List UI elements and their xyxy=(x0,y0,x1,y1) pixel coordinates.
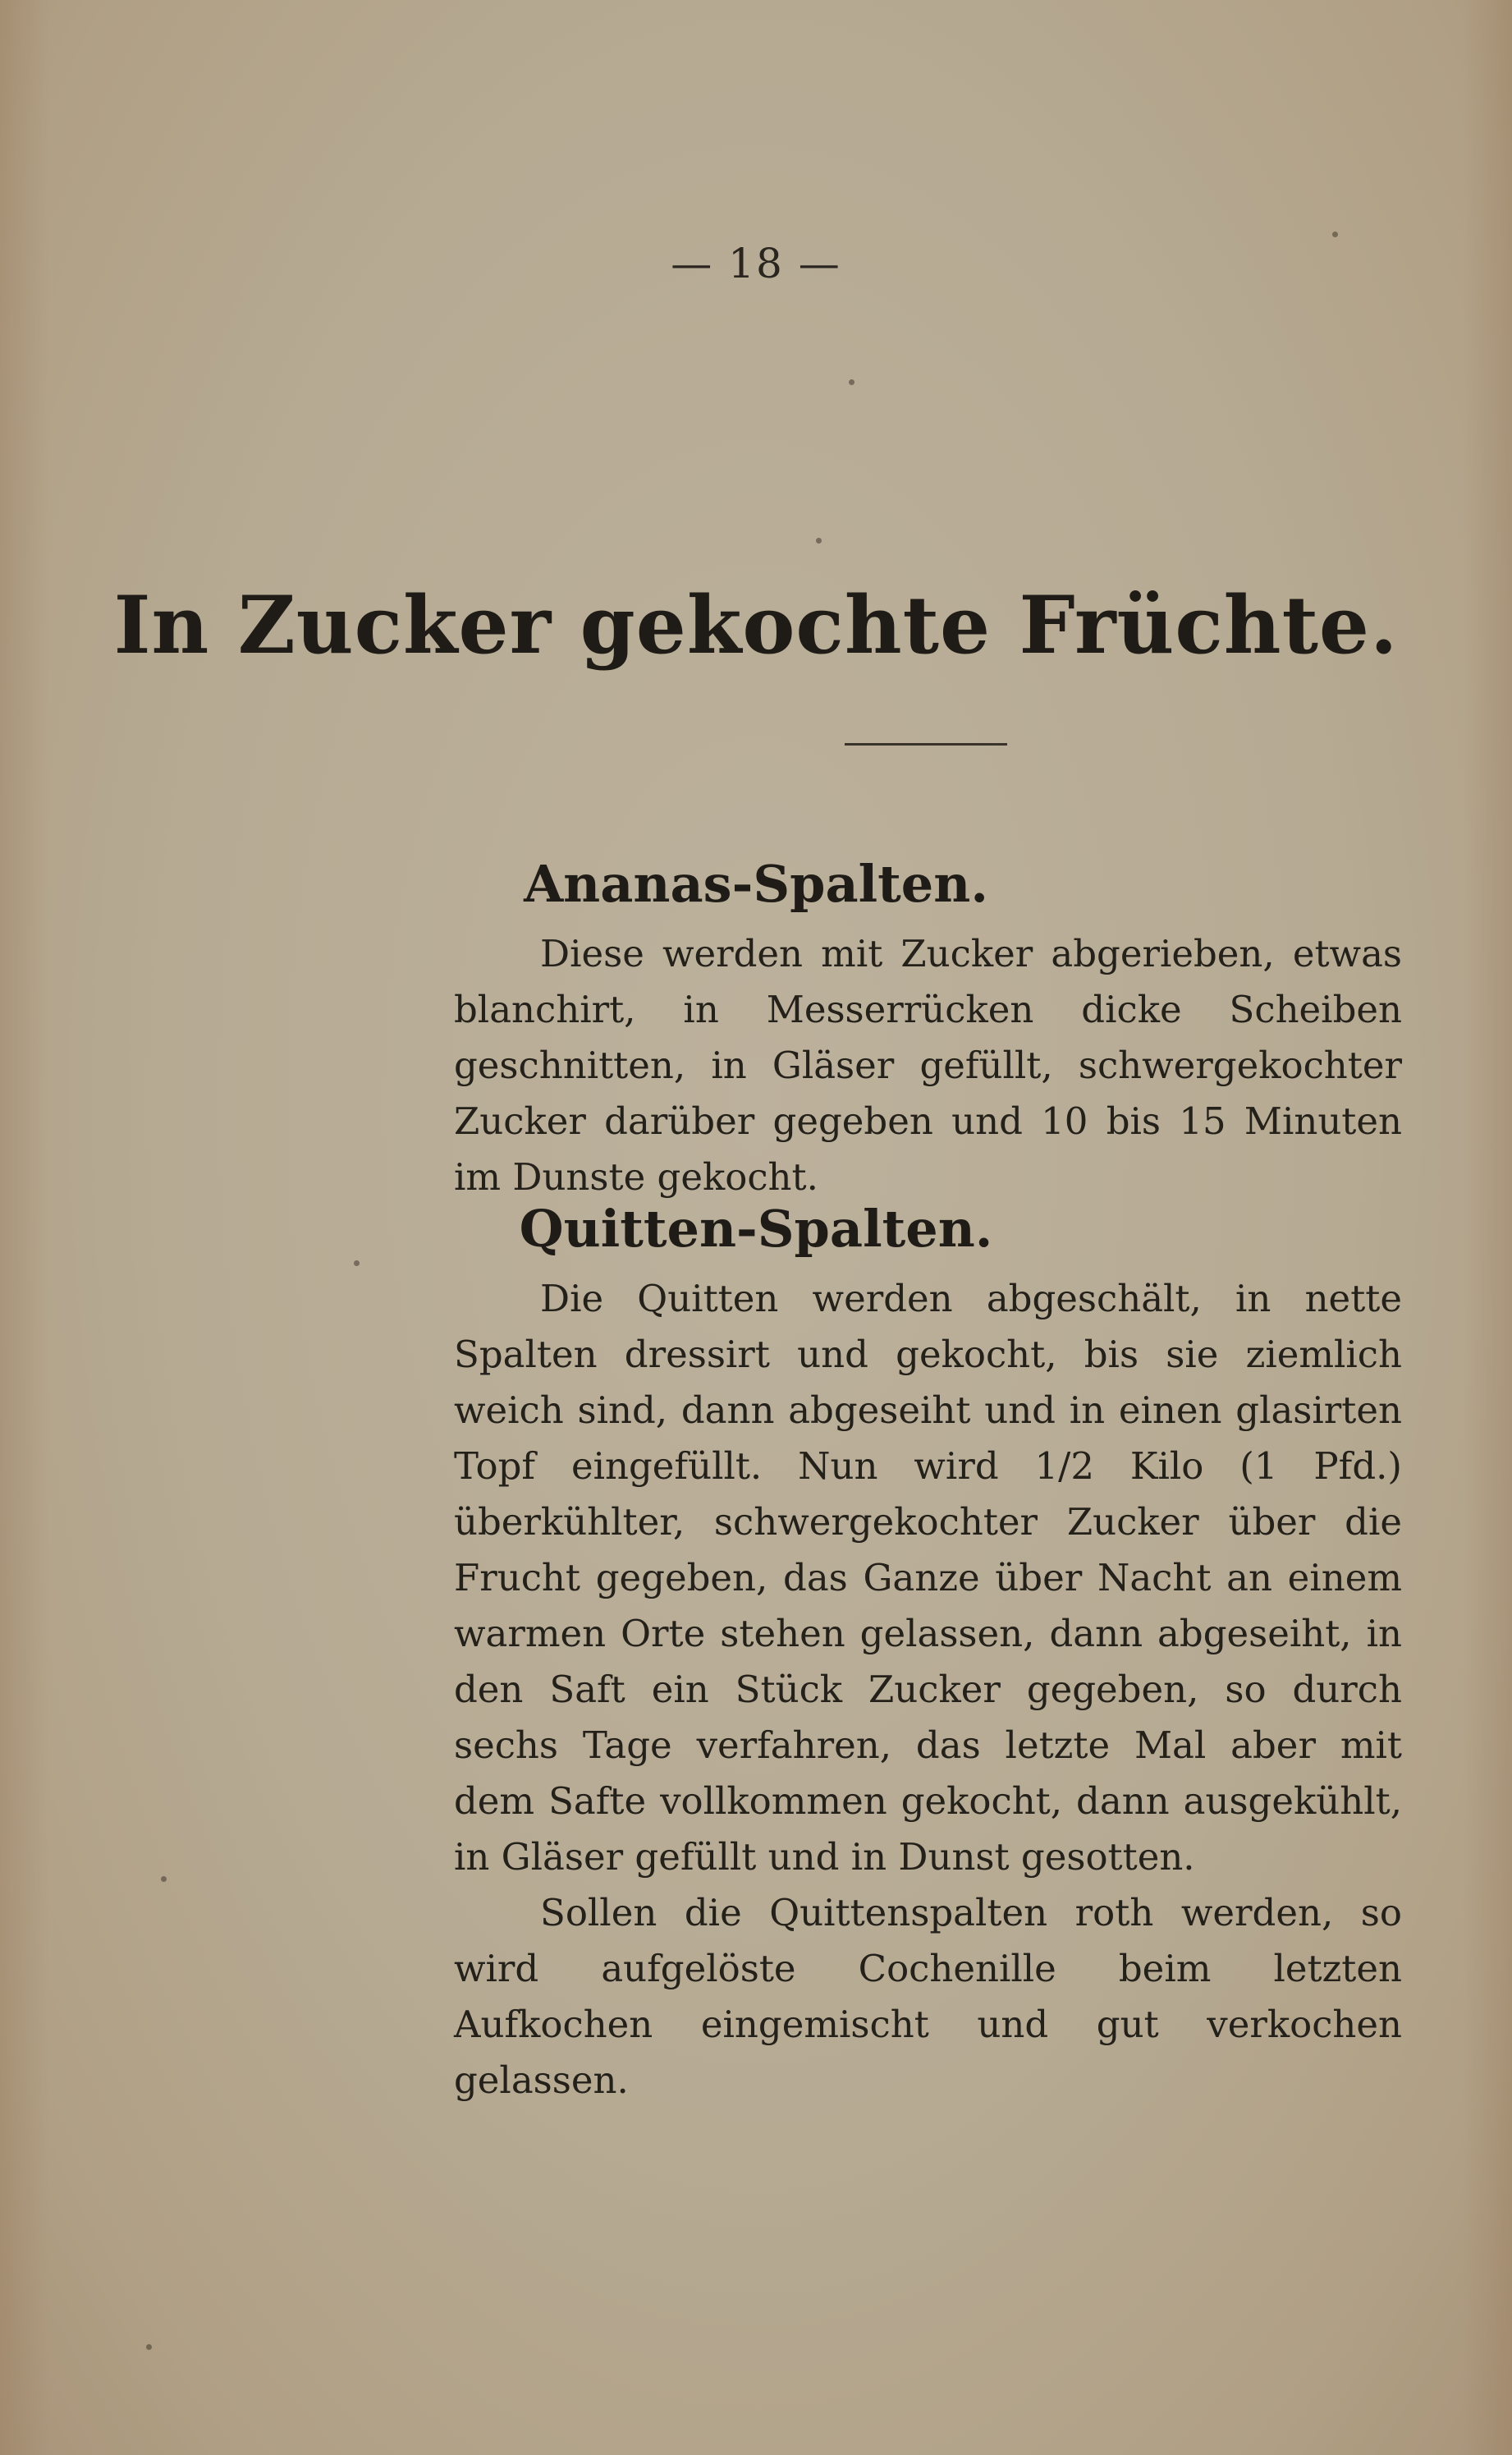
paper-speck xyxy=(161,1876,167,1882)
section-heading-quitten: Quitten-Spalten. xyxy=(519,1199,993,1259)
paper-speck xyxy=(146,2344,152,2350)
paper-speck xyxy=(1332,232,1338,237)
section-body-ananas xyxy=(454,926,1402,1205)
paper-speck xyxy=(816,538,822,544)
section-body-quitten xyxy=(454,1271,1402,2109)
paragraph: Die Quitten werden abgeschält, in nette Spalten dressirt und gekocht, bis sie ziemlich weich sind, dann abgeseiht und in einen glasirten Topf eingefüllt. Nun wird 1/2 Kilo (1 Pfd.) überkühlter, schwergekochter Zucker über die Frucht gegeben, das Ganze über Nacht an einem warmen Orte stehen gelassen, dann abgeseiht, in den Saft ein Stück Zucker gegeben, so durch sechs Tage verfahren, das letzte Mal aber mit dem Safte vollkommen gekocht, dann ausgekühlt, in Gläser gefüllt und in Dunst gesotten. xyxy=(454,1277,1402,1879)
title-divider xyxy=(845,743,1007,746)
paper-speck xyxy=(354,1260,360,1266)
page-number: — 18 — xyxy=(671,240,841,287)
paragraph: Sollen die Quittenspalten roth werden, so wird aufgelöste Cochenille beim letzten Aufkochen eingemischt und gut verkochen gelassen. xyxy=(454,1891,1402,2102)
paragraph: Diese werden mit Zucker abgerieben, etwas blanchirt, in Messerrücken dicke Scheiben geschnitten, in Gläser gefüllt, schwergekochter Zucker darüber gegeben und 10 bis 15 Minuten im Dunste gekocht. xyxy=(454,932,1402,1199)
page-title: In Zucker gekochte Früchte. xyxy=(113,579,1399,672)
paper-speck xyxy=(849,379,855,385)
section-heading-ananas: Ananas-Spalten. xyxy=(524,854,988,914)
